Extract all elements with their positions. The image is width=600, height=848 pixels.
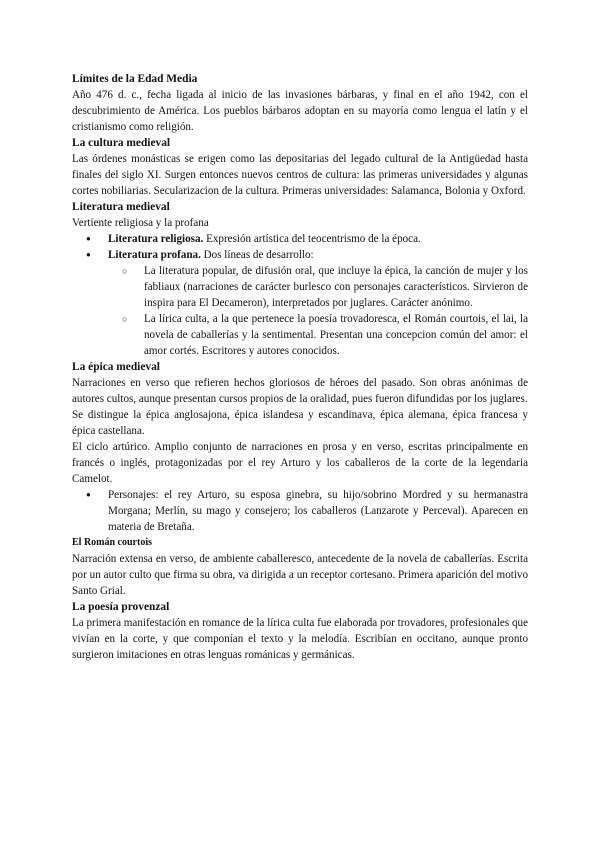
heading-epica-medieval: La épica medieval [72, 361, 160, 373]
bullet-literatura-profana [72, 247, 528, 359]
paragraph-epica-1: Narraciones en verso que refieren hechos gloriosos de héroes del pasado. Son obras anónimas de autores cultos, aunque presentan cursos propios de la oralidad, pues fueron difundidas por los juglares. [72, 377, 528, 405]
paragraph-limites: Año 476 d. c., fecha ligada al inicio de las invasiones bárbaras, y final en el año 1942, con el descubrimiento de América. Los pueblos bárbaros adoptan en su mayoría como lengua el latín y el cristianismo como religión. [72, 89, 528, 133]
bullet-list-personajes [72, 487, 528, 535]
paragraph-poesia-provenzal: La primera manifestación en romance de la lírica culta fue elaborada por trovadores, profesionales que vivían en la corte, y que componían el texto y la melodía. Escribían en occitano, aunque pronto surgieron imitaciones en otras lenguas románicas y germánicas. [72, 617, 528, 661]
heading-roman-courtois: El Román courtois [72, 537, 152, 548]
bullet-text-religiosa: Expresión artística del teocentrismo de la época. [203, 233, 421, 245]
heading-cultura-medieval: La cultura medieval [72, 137, 171, 149]
sub-bullet-lirica-culta: ○ La lírica culta, a la que pertenece la poesía trovadoresca, el Román courtois, el lai, la novela de caballerías y la sentimental. Presentan una concepcion común del amor: el amor cortés. Escritores y autores conocidos. [108, 311, 528, 359]
bullet-personajes: ● Personajes: el rey Arturo, su esposa ginebra, su hijo/sobrino Mordred y su hermanastra Morgana; Merlín, su mago y consejero; los caballeros (Lanzarote y Perceval). Aparecen en materia de Bretaña. [72, 487, 528, 535]
document-page [72, 71, 528, 663]
paragraph-epica-2: Se distingue la épica anglosajona, épica islandesa y escandinava, épica alemana, épica francesa y épica castellana. [72, 409, 528, 437]
bullet-label-religiosa: Literatura religiosa. [108, 233, 204, 245]
heading-limites: Límites de la Edad Media [72, 73, 198, 85]
heading-literatura-medieval: Literatura medieval [72, 201, 170, 213]
paragraph-cultura-medieval: Las órdenes monásticas se erigen como las depositarias del legado cultural de la Antigüedad hasta finales del siglo XI. Surgen entonces nuevos centros de cultura: las primeras universidades y algunas cortes nobiliarias. Secularizacion de la cultura. Primeras universidades: Salamanca, Bolonia y Oxford. [72, 153, 528, 197]
heading-poesia-provenzal: La poesía provenzal [72, 601, 170, 613]
sub-bullet-literatura-popular: ○ La literatura popular, de difusión oral, que incluye la épica, la canción de mujer y los fabliaux (narraciones de carácter burlesco con personajes característicos. Sirvieron de inspira para El Decameron), interpretados por juglares. Carácter anónimo. [108, 263, 528, 311]
bullet-text-profana: Dos líneas de desarrollo: [200, 249, 314, 261]
paragraph-vertiente: Vertiente religiosa y la profana [72, 217, 209, 229]
bullet-label-profana: Literatura profana. [108, 249, 201, 261]
paragraph-ciclo-arturico: El ciclo artúrico. Amplio conjunto de narraciones en prosa y en verso, escritas principalmente en francés o inglés, protagonizadas por el rey Arturo y los caballeros de la corte de la legendaria Camelot. [72, 441, 528, 485]
bullet-literatura-religiosa [72, 231, 528, 247]
bullet-list-literatura [72, 231, 528, 359]
sub-bullet-list-profana [108, 263, 528, 359]
paragraph-roman-courtois: Narración extensa en verso, de ambiente caballeresco, antecedente de la novela de caballerías. Escrita por un autor culto que firma su obra, va dirigida a un receptor cortesano. Primera aparición del motivo Santo Grial. [72, 553, 528, 597]
